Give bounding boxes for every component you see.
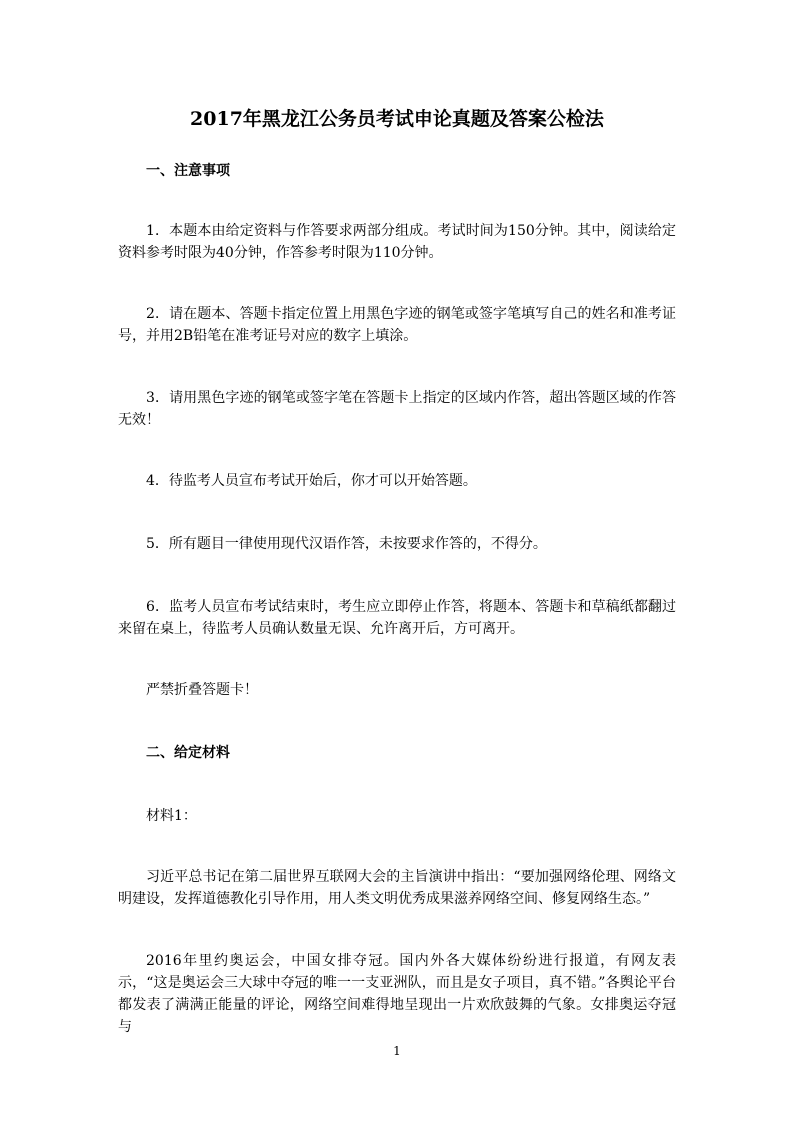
material-paragraph: 2016年里约奥运会，中国女排夺冠。国内外各大媒体纷纷进行报道，有网友表示，“这是奥运会三大球中夺冠的唯一一支亚洲队，而且是女子项目，真不错。”各舆论平台都发表了满满正能量的评论，网络空间难得地呈现出一片欢欣鼓舞的气象。女排奥运夺冠与 (118, 953, 676, 1035)
warning-text: 严禁折叠答题卡！ (146, 682, 258, 698)
note-item: 2．请在题本、答题卡指定位置上用黑色字迹的钢笔或签字笔填写自己的姓名和准考证号，并用2B铅笔在准考证号对应的数字上填涂。 (118, 306, 676, 344)
note-item: 3．请用黑色字迹的钢笔或签字笔在答题卡上指定的区域内作答，超出答题区域的作答无效！ (118, 390, 676, 428)
note-item: 1．本题本由给定资料与作答要求两部分组成。考试时间为150分钟。其中，阅读给定资料参考时限为40分钟，作答参考时限为110分钟。 (118, 223, 676, 261)
section-heading-materials: 二、给定材料 (146, 745, 230, 761)
page-title: 2017年黑龙江公务员考试申论真题及答案公检法 (190, 108, 604, 130)
material-paragraph: 习近平总书记在第二届世界互联网大会的主旨演讲中指出：“要加强网络伦理、网络文明建设，发挥道德教化引导作用，用人类文明优秀成果滋养网络空间、修复网络生态。” (118, 869, 676, 907)
page-number: 1 (393, 1044, 401, 1058)
material-label: 材料1： (146, 808, 197, 824)
section-heading-notes: 一、注意事项 (146, 163, 230, 179)
note-item: 5．所有题目一律使用现代汉语作答，未按要求作答的，不得分。 (146, 536, 547, 552)
note-item: 4．待监考人员宣布考试开始后，你才可以开始答题。 (146, 473, 477, 489)
note-item: 6．监考人员宣布考试结束时，考生应立即停止作答，将题本、答题卡和草稿纸都翻过来留在桌上，待监考人员确认数量无误、允许离开后，方可离开。 (118, 599, 676, 637)
